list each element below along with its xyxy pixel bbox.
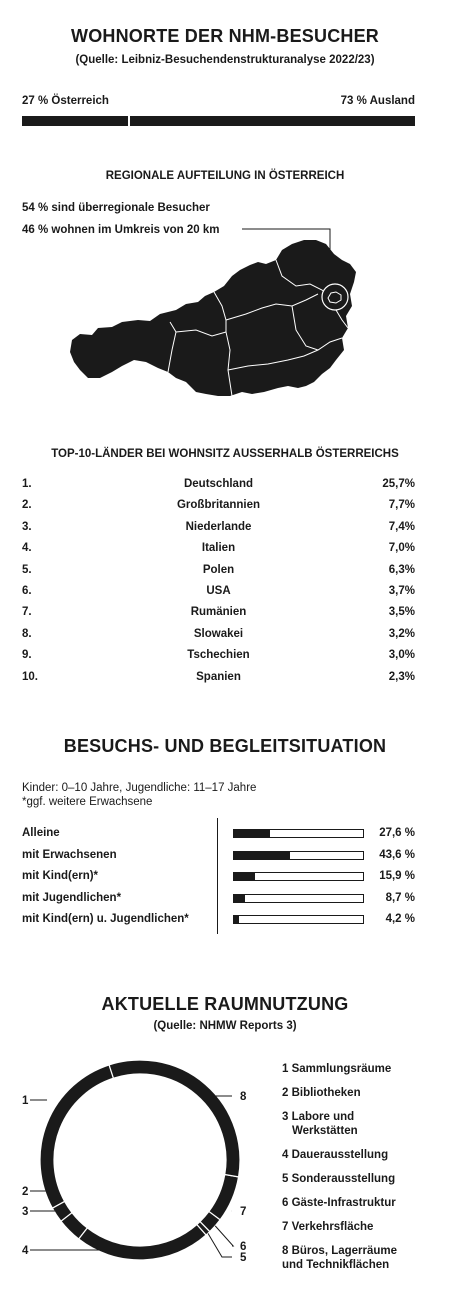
top10-rank: 1. bbox=[22, 478, 32, 490]
besuch-row bbox=[22, 849, 415, 865]
top10-row bbox=[22, 585, 415, 601]
besuch-note-2: *ggf. weitere Erwachsene bbox=[22, 796, 153, 808]
donut-slice-7 bbox=[209, 1175, 239, 1220]
besuch-bar-fill bbox=[234, 916, 239, 923]
besuch-bar-fill bbox=[234, 895, 245, 902]
legend-label: 1 Sammlungsräume bbox=[282, 1063, 392, 1075]
top10-row bbox=[22, 478, 415, 494]
besuch-note-1: Kinder: 0–10 Jahre, Jugendliche: 11–17 Jahre bbox=[22, 782, 257, 794]
donut-slice-4 bbox=[79, 1225, 206, 1260]
split-right-label: 73 % Ausland bbox=[340, 95, 415, 107]
top10-row bbox=[22, 649, 415, 665]
legend-item bbox=[282, 1110, 442, 1138]
besuch-row bbox=[22, 827, 415, 843]
page-title: WOHNORTE DER NHM-BESUCHER bbox=[71, 26, 379, 46]
legend-item bbox=[282, 1062, 442, 1076]
top10-row bbox=[22, 671, 415, 687]
besuch-value-label: 43,6 % bbox=[379, 848, 415, 861]
donut-label-6: 6 bbox=[240, 1241, 247, 1253]
donut-slice-8 bbox=[109, 1060, 240, 1177]
legend-item bbox=[282, 1220, 442, 1234]
legend-label: 3 Labore und bbox=[282, 1111, 355, 1123]
besuch-bar-fill bbox=[234, 873, 255, 880]
top10-country: USA bbox=[206, 585, 231, 597]
donut-label-7: 7 bbox=[240, 1206, 247, 1218]
legend-label: 5 Sonderausstellung bbox=[282, 1173, 396, 1185]
top10-percent: 2,3% bbox=[388, 670, 415, 683]
donut-leader-5 bbox=[208, 1233, 232, 1257]
austria-line-2: 46 % wohnen im Umkreis von 20 km bbox=[22, 224, 220, 236]
top10-percent: 7,7% bbox=[388, 499, 415, 512]
top10-rank: 8. bbox=[22, 627, 32, 640]
top10-country: Rumänien bbox=[190, 606, 247, 619]
legend-item bbox=[282, 1148, 442, 1162]
besuch-category-label: Alleine bbox=[22, 827, 60, 839]
top10-percent: 6,3% bbox=[388, 563, 415, 576]
split-bar-austria bbox=[22, 116, 128, 126]
besuch-row bbox=[22, 870, 415, 886]
legend-label: 7 Verkehrsfläche bbox=[282, 1221, 374, 1233]
top10-rank: 6. bbox=[22, 585, 32, 597]
top10-rank: 5. bbox=[22, 563, 32, 576]
top10-country: Spanien bbox=[196, 670, 241, 683]
top10-country: Polen bbox=[202, 563, 235, 576]
austria-line-1: 54 % sind überregionale Besucher bbox=[22, 202, 210, 214]
top10-percent: 3,2% bbox=[388, 627, 415, 640]
besuch-category-label: mit Erwachsenen bbox=[22, 848, 117, 861]
donut-label-2: 2 bbox=[22, 1186, 29, 1198]
top10-percent: 3,7% bbox=[388, 585, 415, 597]
besuch-row bbox=[22, 892, 415, 908]
besuch-bar-track bbox=[233, 851, 364, 860]
split-bar bbox=[22, 116, 415, 126]
top10-row bbox=[22, 628, 415, 644]
vienna-circle-marker bbox=[322, 284, 348, 310]
legend-item bbox=[282, 1086, 442, 1100]
raum-source: (Quelle: NHMW Reports 3) bbox=[153, 1020, 297, 1032]
besuch-bar-fill bbox=[234, 852, 290, 859]
top10-row bbox=[22, 499, 415, 515]
besuch-value-label: 15,9 % bbox=[379, 870, 415, 882]
top10-percent: 25,7% bbox=[382, 478, 415, 490]
austria-map bbox=[0, 210, 450, 430]
besuch-row bbox=[22, 913, 415, 929]
top10-country: Slowakei bbox=[193, 627, 244, 640]
legend-label: 8 Büros, Lagerräume bbox=[282, 1245, 398, 1257]
top10-title: TOP-10-LÄNDER BEI WOHNSITZ AUSSERHALB ÖSTERREICHS bbox=[51, 448, 399, 460]
top10-row bbox=[22, 606, 415, 622]
besuch-category-label: mit Kind(ern) u. Jugendlichen* bbox=[22, 913, 189, 925]
donut-label-4: 4 bbox=[22, 1245, 29, 1257]
legend-label-line2: Werkstätten bbox=[292, 1125, 358, 1137]
top10-country: Großbritannien bbox=[176, 499, 261, 512]
legend-label-line2: und Technikflächen bbox=[282, 1259, 390, 1271]
top10-rank: 2. bbox=[22, 499, 32, 512]
top10-rank: 9. bbox=[22, 649, 32, 662]
besuch-category-label: mit Jugendlichen* bbox=[22, 891, 122, 904]
besuch-value-label: 27,6 % bbox=[379, 827, 415, 839]
besuch-bar-track bbox=[233, 915, 364, 924]
besuch-bar-track bbox=[233, 829, 364, 838]
raum-donut-chart bbox=[0, 1050, 280, 1280]
austria-silhouette bbox=[70, 240, 356, 396]
besuch-bar-track bbox=[233, 894, 364, 903]
austria-title: REGIONALE AUFTEILUNG IN ÖSTERREICH bbox=[105, 170, 345, 182]
top10-percent: 3,5% bbox=[388, 606, 415, 619]
besuch-value-label: 4,2 % bbox=[385, 913, 415, 925]
top10-rank: 3. bbox=[22, 520, 32, 533]
split-left-label: 27 % Österreich bbox=[22, 95, 109, 107]
besuch-value-label: 8,7 % bbox=[385, 891, 415, 904]
legend-label: 6 Gäste-Infrastruktur bbox=[282, 1197, 396, 1209]
top10-row bbox=[22, 564, 415, 580]
top10-percent: 7,4% bbox=[388, 520, 415, 533]
top10-rank: 4. bbox=[22, 542, 32, 555]
donut-leader-6 bbox=[215, 1226, 233, 1246]
top10-rank: 10. bbox=[22, 670, 38, 683]
top10-percent: 3,0% bbox=[388, 649, 415, 662]
split-bar-abroad bbox=[130, 116, 415, 126]
donut-label-5: 5 bbox=[240, 1252, 247, 1264]
top10-country: Italien bbox=[201, 542, 236, 555]
besuch-title: BESUCHS- UND BEGLEITSITUATION bbox=[63, 736, 387, 756]
top10-row bbox=[22, 542, 415, 558]
donut-label-8: 8 bbox=[240, 1091, 247, 1103]
besuch-bar-fill bbox=[234, 830, 270, 837]
top10-country: Niederlande bbox=[185, 520, 252, 533]
legend-label: 4 Dauerausstellung bbox=[282, 1149, 389, 1161]
legend-item bbox=[282, 1244, 442, 1272]
top10-country: Deutschland bbox=[183, 478, 253, 490]
besuch-category-label: mit Kind(ern)* bbox=[22, 870, 99, 882]
donut-label-1: 1 bbox=[22, 1095, 29, 1107]
top10-percent: 7,0% bbox=[388, 542, 415, 555]
page-source: (Quelle: Leibniz-Besuchendenstrukturanalyse 2022/23) bbox=[75, 54, 375, 66]
besuch-bar-track bbox=[233, 872, 364, 881]
donut-slice-1 bbox=[40, 1065, 113, 1208]
legend-item bbox=[282, 1196, 442, 1210]
top10-rank: 7. bbox=[22, 606, 32, 619]
donut-label-3: 3 bbox=[22, 1206, 29, 1218]
top10-row bbox=[22, 521, 415, 537]
legend-item bbox=[282, 1172, 442, 1186]
top10-country: Tschechien bbox=[187, 649, 250, 662]
legend-label: 2 Bibliotheken bbox=[282, 1087, 361, 1099]
raum-title: AKTUELLE RAUMNUTZUNG bbox=[101, 994, 349, 1014]
